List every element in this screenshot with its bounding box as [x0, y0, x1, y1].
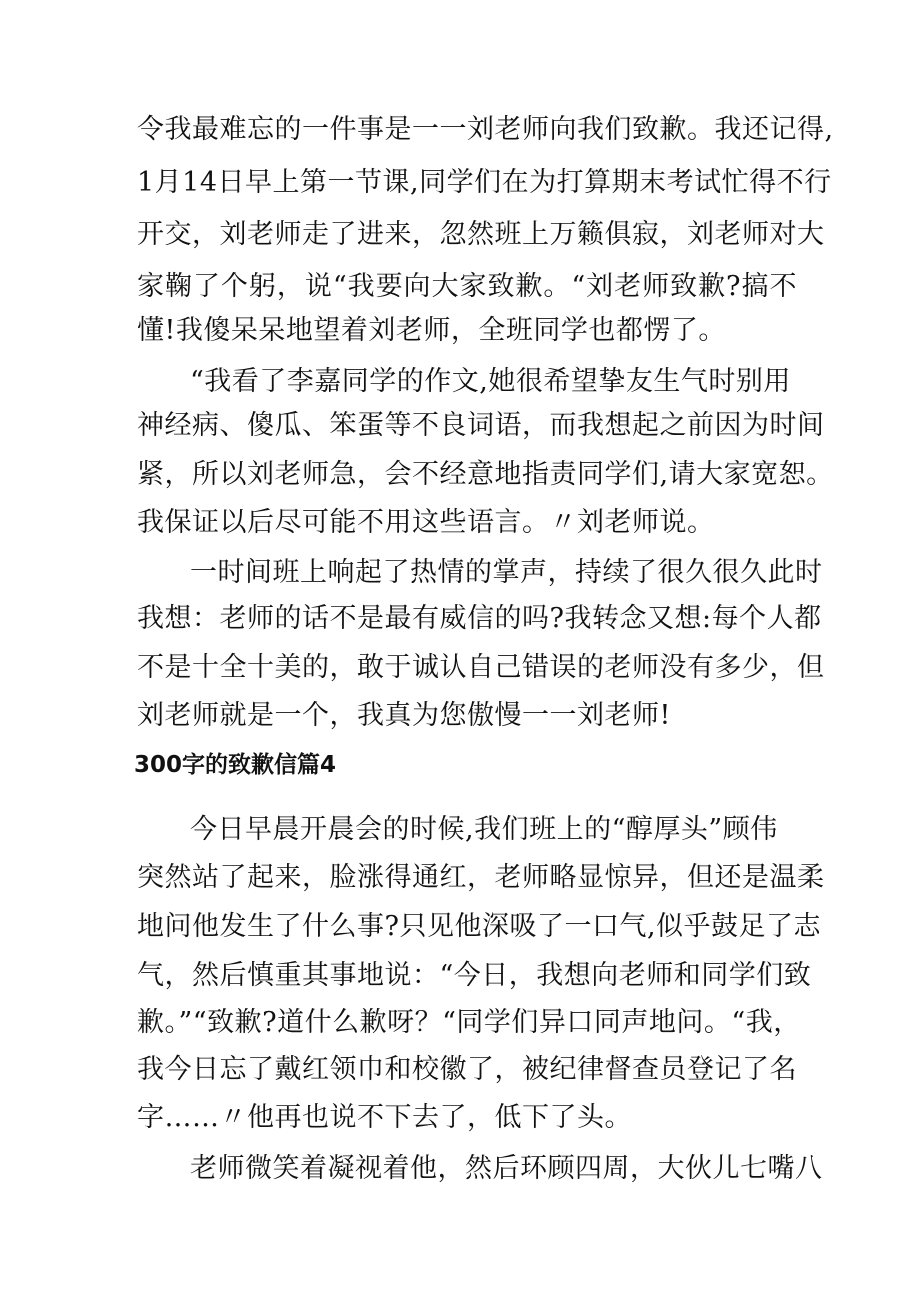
paragraph-1-line-2: 1月14日早上第一节课,同学们在为打算期末考试忙得不行 — [137, 167, 832, 198]
paragraph-4-line-1: 今日早晨开晨会的时候,我们班上的“醇厚头”顾伟 — [190, 814, 778, 845]
paragraph-4-line-2: 突然站了起来，脸涨得通红，老师略显惊异，但还是温柔 — [137, 862, 825, 893]
paragraph-4-line-4: 气，然后慎重其事地说：“今日，我想向老师和同学们致 — [137, 960, 812, 991]
paragraph-1-line-1: 令我最难忘的一件事是一一刘老师向我们致歉。我还记得, — [137, 114, 834, 145]
paragraph-2-line-3: 紧，所以刘老师急，会不经意地指责同学们,请大家宽恕。 — [137, 459, 834, 490]
paragraph-4-line-3: 地问他发生了什么事?只见他深吸了一口气,似乎鼓足了志 — [137, 911, 822, 942]
paragraph-1-line-4: 家鞠了个躬，说“我要向大家致歉。“刘老师致歉?搞不 — [137, 271, 797, 302]
paragraph-1-line-3: 开交，刘老师走了进来，忽然班上万籁俱寂，刘老师对大 — [137, 219, 825, 250]
paragraph-4-line-7: 字……〃他再也说不下去了，低下了头。 — [137, 1102, 632, 1133]
paragraph-1-line-5: 懂!我傻呆呆地望着刘老师，全班同学也都愣了。 — [137, 315, 726, 346]
section-heading: 300字的致歉信篇4 — [134, 752, 337, 778]
paragraph-4-line-5: 歉。”“致歉?道什么歉呀？“同学们异口同声地问。“我， — [137, 1007, 801, 1038]
paragraph-4-line-6: 我今日忘了戴红领巾和校徽了，被纪律督查员登记了名 — [137, 1054, 797, 1085]
paragraph-3-line-3: 不是十全十美的，敢于诚认自己错误的老师没有多少，但 — [137, 652, 825, 683]
paragraph-2-line-1: “我看了李嘉同学的作文,她很希望挚友生气时别用 — [190, 366, 791, 397]
paragraph-2-line-2: 神经病、傻瓜、笨蛋等不良词语，而我想起之前因为时间 — [137, 410, 825, 441]
paragraph-5-line-1: 老师微笑着凝视着他，然后环顾四周，大伙儿七嘴八 — [190, 1153, 823, 1184]
paragraph-3-line-1: 一时间班上响起了热情的掌声，持续了很久很久此时 — [190, 557, 823, 588]
paragraph-3-line-4: 刘老师就是一个，我真为您傲慢一一刘老师! — [137, 700, 671, 731]
paragraph-3-line-2: 我想：老师的话不是最有威信的吗?我转念又想:每个人都 — [137, 603, 822, 634]
paragraph-2-line-4: 我保证以后尽可能不用这些语言。〃刘老师说。 — [137, 507, 715, 538]
